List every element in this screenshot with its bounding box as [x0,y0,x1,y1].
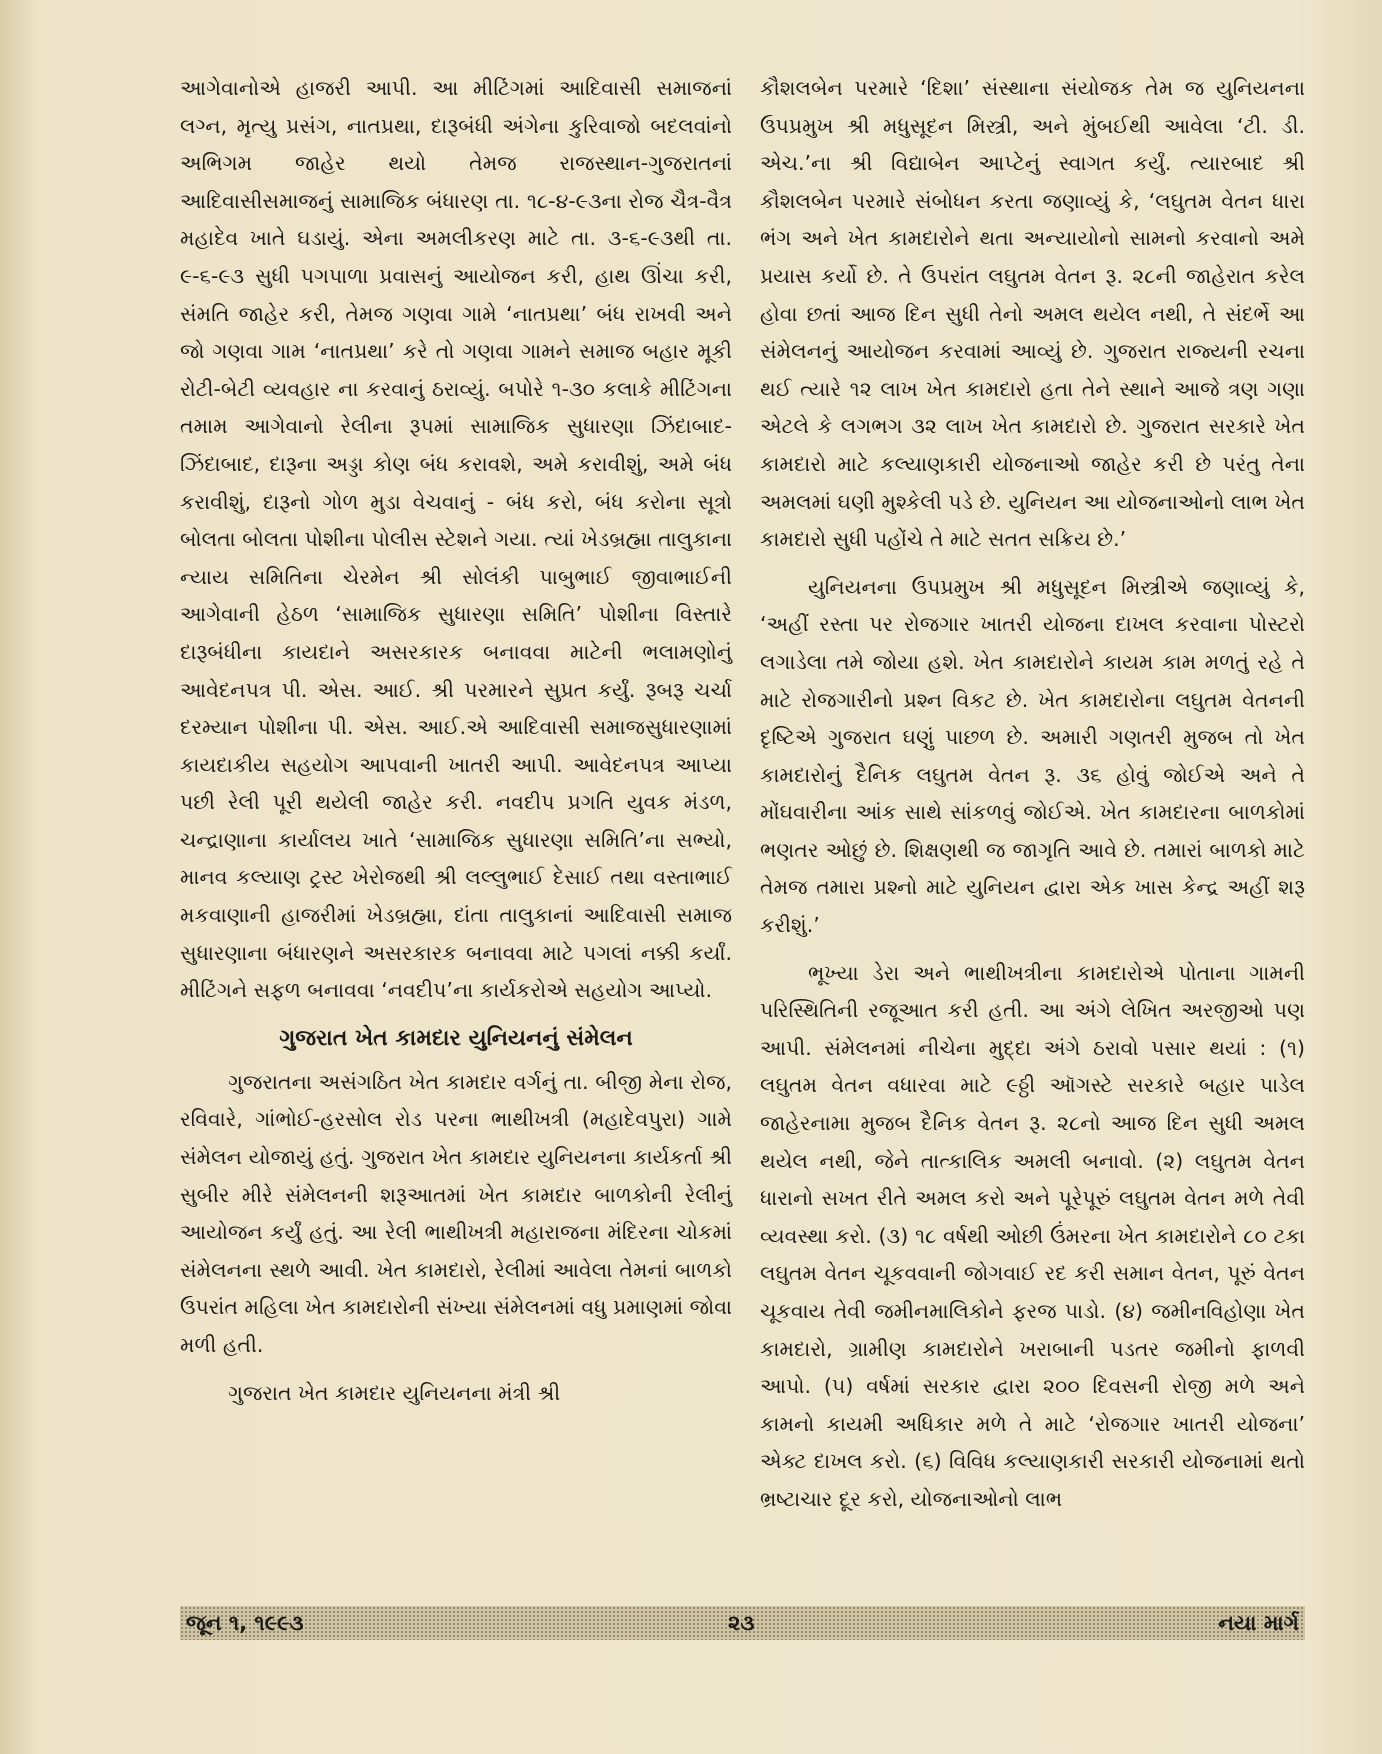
right-paragraph-3: ભૂખ્યા ડેરા અને ભાથીખત્રીના કામદારોએ પોતાના ગામની પરિસ્થિતિની રજૂઆત કરી હતી. આ અંગે લેખિત અરજીઓ પણ આપી. સંમેલનમાં નીચેના મુદ્દા અંગે ઠરાવો પસાર થયાં : (૧) લઘુતમ વેતન વધારવા માટે ૯ઠ્ઠી ઑગસ્ટે સરકારે બહાર પાડેલ જાહેરનામા મુજબ દૈનિક વેતન રૂ. ૨૮નો આજ દિન સુધી અમલ થયેલ નથી, જેને તાત્કાલિક અમલી બનાવો. (૨) લઘુતમ વેતન ધારાનો સખત રીતે અમલ કરો અને પૂરેપૂરું લઘુતમ વેતન મળે તેવી વ્યવસ્થા કરો. (૩) ૧૮ વર્ષથી ઓછી ઉંમરના ખેત કામદારોને ૮૦ ટકા લઘુતમ વેતન ચૂકવવાની જોગવાઈ રદ કરી સમાન વેતન, પૂરું વેતન ચૂકવાય તેવી જમીનમાલિકોને ફરજ પાડો. (૪) જમીનવિહોણા ખેત કામદારો, ગ્રામીણ કામદારોને ખરાબાની પડતર જમીનો ફાળવી આપો. (૫) વર્ષમાં સરકાર દ્વારા ૨૦૦ દિવસની રોજી મળે અને કામનો કાયમી અધિકાર મળે તે માટે ‘રોજગાર ખાતરી યોજના’ એક્ટ દાખલ કરો. (૬) વિવિધ કલ્યાણકારી સરકારી યોજનામાં થતો ભ્રષ્ટાચાર દૂર કરો, યોજનાઓનો લાભ [760,960,1305,1511]
right-column [760,70,1305,1519]
left-paragraph-2: ગુજરાતના અસંગઠિત ખેત કામદાર વર્ગનું તા. બીજી મેના રોજ, રવિવારે, ગાંભોઈ-હરસોલ રોડ પરના ભાથીખત્રી (મહાદેવપુરા) ગામે સંમેલન યોજાયું હતું. ગુજરાત ખેત કામદાર યુનિયનના કાર્યકર્તા શ્રી સુબીર મીરે સંમેલનની શરૂઆતમાં ખેત કામદાર બાળકોની રેલીનું આયોજન કર્યું હતું. આ રેલી ભાથીખત્રી મહારાજના મંદિરના ચોકમાં સંમેલનના સ્થળે આવી. ખેત કામદારો, રેલીમાં આવેલા તેમનાં બાળકો ઉપરાંત મહિલા ખેત કામદારોની સંખ્યા સંમેલનમાં વધુ પ્રમાણમાં જોવા મળી હતી. [180,1069,732,1357]
right-paragraph-1: કૌશલબેન પરમારે ‘દિશા’ સંસ્થાના સંયોજક તેમ જ યુનિયનના ઉપપ્રમુખ શ્રી મધુસૂદન મિસ્ત્રી, અને મુંબઈથી આવેલા ‘ટી. ડી. એચ.’ના શ્રી વિદ્યાબેન આપ્ટેનું સ્વાગત કર્યું. ત્યારબાદ શ્રી કૌશલબેન પરમારે સંબોધન કરતા જણાવ્યું કે, ‘લઘુતમ વેતન ધારા ભંગ અને ખેત કામદારોને થતા અન્યાયોનો સામનો કરવાનો અમે પ્રયાસ કર્યો છે. તે ઉપરાંત લઘુતમ વેતન રૂ. ૨૮ની જાહેરાત કરેલ હોવા છતાં આજ દિન સુધી તેનો અમલ થયેલ નથી, તે સંદર્ભે આ સંમેલનનું આયોજન કરવામાં આવ્યું છે. ગુજરાત રાજ્યની રચના થઈ ત્યારે ૧૨ લાખ ખેત કામદારો હતા તેને સ્થાને આજે ત્રણ ગણા એટલે કે લગભગ ૩૨ લાખ ખેત કામદારો છે. ગુજરાત સરકારે ખેત કામદારો માટે કલ્યાણકારી યોજનાઓ જાહેર કરી છે પરંતુ તેના અમલમાં ઘણી મુશ્કેલી પડે છે. યુનિયન આ યોજનાઓનો લાભ ખેત કામદારો સુધી પહોંચે તે માટે સતત સક્રિય છે.’ [760,76,1305,552]
left-paragraph-1: આગેવાનોએ હાજરી આપી. આ મીટિંગમાં આદિવાસી સમાજનાં લગ્ન, મૃત્યુ પ્રસંગ, નાતપ્રથા, દારૂબંધી અંગેના કુરિવાજો બદલવાંનો અભિગમ જાહેર થયો તેમજ રાજસ્થાન-ગુજરાતનાં આદિવાસીસમાજનું સામાજિક બંધારણ તા. ૧૮-૪-૯૩ના રોજ ચૈત્ર-વૈત્ર મહાદેવ ખાતે ઘડાયું. એના અમલીકરણ માટે તા. ૩-૬-૯૩થી તા. ૯-૬-૯૩ સુધી પગપાળા પ્રવાસનું આયોજન કરી, હાથ ઊંચા કરી, સંમતિ જાહેર કરી, તેમજ ગણવા ગામે ‘નાતપ્રથા’ બંધ રાખવી અને જો ગણવા ગામ ‘નાતપ્રથા’ કરે તો ગણવા ગામને સમાજ બહાર મૂકી રોટી-બેટી વ્યવહાર ના કરવાનું ઠરાવ્યું. બપોરે ૧-૩૦ કલાકે મીટિંગના તમામ આગેવાનો રેલીના રૂપમાં સામાજિક સુધારણા ઝિંદાબાદ-ઝિંદાબાદ, દારૂના અડ્ડા કોણ બંધ કરાવશે, અમે કરાવીશું, અમે બંધ કરાવીશું, દારૂનો ગોળ મુડા વેચવાનું - બંધ કરો, બંધ કરોના સૂત્રો બોલતા બોલતા પોશીના પોલીસ સ્ટેશને ગયા. ત્યાં ખેડબ્રહ્મા તાલુકાના ન્યાય સમિતિના ચેરમેન શ્રી સોલંકી પાબુભાઈ જીવાભાઈની આગેવાની હેઠળ ‘સામાજિક સુધારણા સમિતિ’ પોશીના વિસ્તારે દારૂબંધીના કાયદાને અસરકારક બનાવવા માટેની ભલામણોનું આવેદનપત્ર પી. એસ. આઈ. શ્રી પરમારને સુપ્રત કર્યું. રૂબરૂ ચર્ચા દરમ્યાન પોશીના પી. એસ. આઈ.એ આદિવાસી સમાજસુધારણામાં કાયદાકીય સહયોગ આપવાની ખાતરી આપી. આવેદનપત્ર આપ્યા પછી રેલી પૂરી થયેલી જાહેર કરી. નવદીપ પ્રગતિ યુવક મંડળ, ચન્દ્રાણાના કાર્યાલય ખાતે ‘સામાજિક સુધારણા સમિતિ’ના સભ્યો, માનવ કલ્યાણ ટ્રસ્ટ ખેરોજથી શ્રી લલ્લુભાઈ દેસાઈ તથા વસ્તાભાઈ મકવાણાની હાજરીમાં ખેડબ્રહ્મા, દાંતા તાલુકાનાં આદિવાસી સમાજ સુધારણાના બંધારણને અસરકારક બનાવવા માટે પગલાં નક્કી કર્યાં. મીટિંગને સફળ બનાવવા ‘નવદીપ’ના કાર્યકરોએ સહયોગ આપ્યો. [180,76,732,1003]
section-title: ગુજરાત ખેત કામદાર યુનિયનનું સંમેલન [279,1025,633,1051]
footer-date: જૂન ૧, ૧૯૯૩ [186,1611,304,1635]
left-paragraph-3: ગુજરાત ખેત કામદાર યુનિયનના મંત્રી શ્રી [228,1380,561,1405]
right-paragraph-2: યુનિયનના ઉપપ્રમુખ શ્રી મધુસૂદન મિસ્ત્રીએ જણાવ્યું કે, ‘અહીં રસ્તા પર રોજગાર ખાતરી યોજના દાખલ કરવાના પોસ્ટરો લગાડેલા તમે જોયા હશે. ખેત કામદારોને કાયમ કામ મળતું રહે તે માટે રોજગારીનો પ્રશ્ન વિકટ છે. ખેત કામદારોના લઘુતમ વેતનની દૃષ્ટિએ ગુજરાત ઘણું પાછળ છે. અમારી ગણતરી મુજબ તો ખેત કામદારોનું દૈનિક લઘુતમ વેતન રૂ. ૩૬ હોવું જોઈએ અને તે મોંઘવારીના આંક સાથે સાંકળવું જોઈએ. ખેત કામદારના બાળકોમાં ભણતર ઓછું છે. શિક્ષણથી જ જાગૃતિ આવે છે. તમારાં બાળકો માટે તેમજ તમારા પ્રશ્નો માટે યુનિયન દ્વારા એક ખાસ કેન્દ્ર અહીં શરૂ કરીશું.’ [760,574,1305,938]
left-column [180,70,732,1412]
page-footer [180,1606,1305,1640]
page-number: ૨૩ [728,1611,755,1635]
magazine-name: નયા માર્ગ [1218,1611,1299,1635]
